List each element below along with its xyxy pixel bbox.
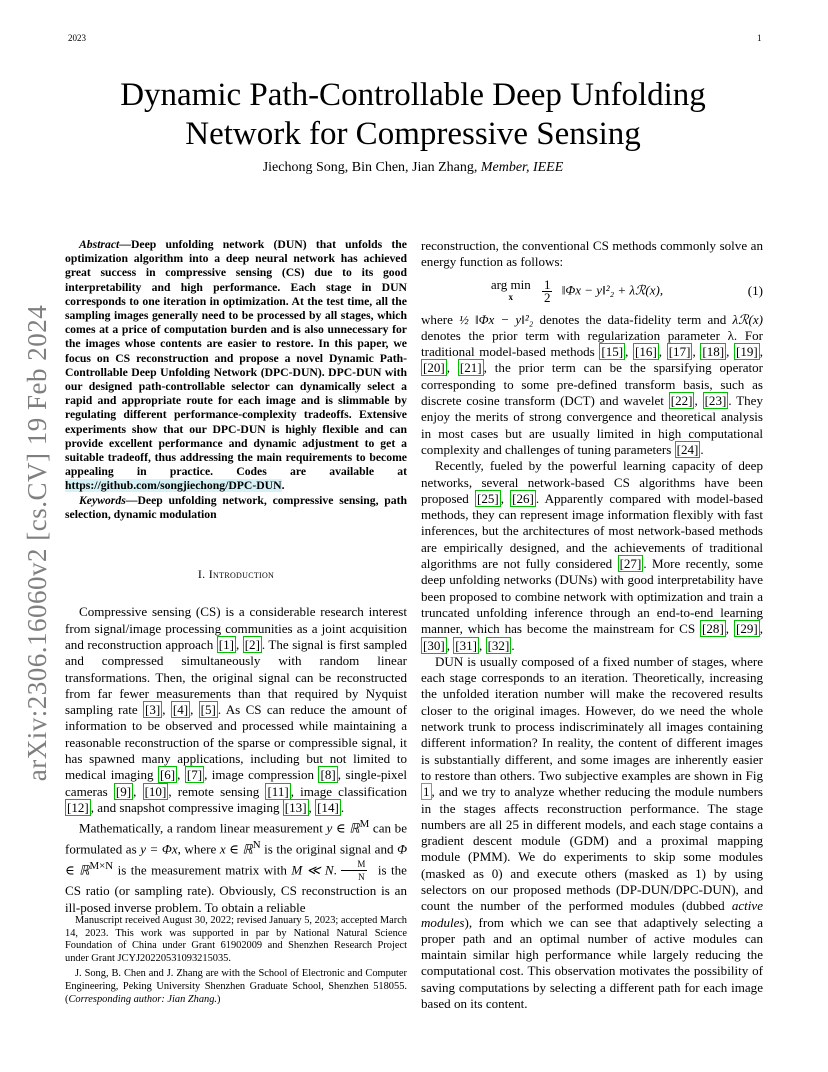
- text: . Apparently compared with model-based methods, they can represent image information flexibly with fast inferences, but the architectures of most network-based methods are empirically designed, and the achievements of traditional algorithms are not fully considered: [421, 490, 763, 572]
- keywords-text: —Deep unfolding network, compressive sensing, path selection, dynamic modulation: [65, 493, 407, 521]
- page-number: 1: [757, 33, 762, 43]
- citation[interactable]: [11]: [267, 783, 289, 799]
- citation[interactable]: [20]: [423, 360, 445, 376]
- citation[interactable]: [23]: [704, 393, 727, 409]
- text: DUN is usually composed of a fixed number of stages, where each stage corresponds to an iteration. Theoretically, increasing the unfolded iteration number will make the recovered results closer to the original images. However, do we need the whole network trunk to process indiscriminately all images containing different information? In reality, the content of different images is substantially different, and some images are inherently easier to restore than others. Two subjective examples are shown in Fig: [421, 653, 763, 783]
- text: is the CS ratio (or sampling rate). Obviously, CS reconstruction is an ill-posed inverse problem. To obtain a reliable: [65, 861, 407, 915]
- text: is the measurement matrix with: [113, 861, 292, 877]
- math: ½ ‖Φx − y‖²₂: [459, 311, 534, 327]
- math: y ∈ ℝ: [326, 820, 360, 836]
- text: . They enjoy the merits of strong convergence and theoretical analysis in most cases but are usually limited in high computational complexity and challenges of tuning parameters: [421, 393, 763, 457]
- section-heading: [65, 566, 407, 582]
- math: M×N: [89, 859, 114, 872]
- citation[interactable]: [9]: [115, 783, 132, 799]
- text: can be formulated as: [65, 820, 407, 857]
- equation-fraction: [542, 276, 553, 305]
- intro-paragraph-1: Compressive sensing (CS) is a considerable research interest from signal/image processing communities as a joint acquisition and reconstruction approach [1] , [2] . The signal is first sampled and compressed simultaneously with random linear transformations. Then, the original signal can be reconstructed from far fewer measurements than that required by Nyquist sampling rate [3] , [4] , [5] . As CS can reduce the amount of information to be observed and processed while maintaining a reasonable reconstruction of the sparse or compressible signal, it has spawned many applications, including but not limited to medical imaging [6] , [7] , image compression [8] , single-pixel cameras [9] , [10] , remote sensing [11] , image classification [12] , and snapshot compressive imaging [13] , [14] .: [65, 604, 408, 815]
- header-year: 2023: [68, 33, 86, 43]
- title-line-2: Network for Compressive Sensing: [185, 116, 641, 152]
- code-link[interactable]: https://github.com/songjiechong/DPC-DUN: [65, 479, 282, 493]
- citation[interactable]: [4]: [172, 702, 189, 718]
- text: , remote sensing: [168, 783, 266, 799]
- text: , image classification: [290, 783, 408, 799]
- citation[interactable]: [22]: [670, 393, 693, 409]
- figure-reference[interactable]: 1: [423, 784, 430, 800]
- text: 1: [543, 276, 551, 292]
- citation[interactable]: [26]: [512, 490, 534, 506]
- text: . More recently, some deep unfolding networks (DUNs) with good interpretability have been proposed to combine network with optimization and train a truncated unfolding inference through an end-to-end learning manner, which has become the mainstream for CS: [421, 556, 763, 637]
- citation[interactable]: [1]: [218, 636, 234, 652]
- text: , the prior term can be the sparsifying operator corresponding to some pre-defined transform basis, such as discrete cosine transform (DCT) and wavelet: [421, 360, 763, 409]
- citation[interactable]: [31]: [455, 637, 478, 653]
- citation[interactable]: [29]: [735, 621, 758, 637]
- math: M: [359, 818, 370, 831]
- citation[interactable]: [19]: [736, 344, 758, 360]
- text: is the original signal and: [260, 841, 398, 857]
- footnote-1: Manuscript received August 30, 2022; revised January 5, 2023; accepted March 14, 2023. This work was supported in par by National Natural Science Foundation of China under Grant 61902009 and Shenzhen Research Project under Grant JCYJ20220531093215035.: [65, 915, 407, 964]
- citation[interactable]: [13]: [284, 799, 307, 815]
- text: denotes the data-fidelity term and: [533, 311, 733, 327]
- footnote-2: [65, 968, 407, 1006]
- equation-number: (1): [747, 282, 763, 298]
- math: λℛ(x): [732, 311, 763, 327]
- right-paragraph-4: [421, 654, 763, 1013]
- text: arg min: [490, 277, 531, 293]
- math: N: [358, 872, 365, 883]
- text: ): [217, 993, 221, 1005]
- title-line-1: Dynamic Path-Controllable Deep Unfolding: [120, 77, 706, 113]
- math: x ∈ ℝ: [219, 841, 253, 857]
- text: , and we try to analyze whether reducing the module numbers in the stages affects reconstruction performance. The stage numbers are all 25 in different models, and each stage contains a gradient descent module (GDM) and a proximal mapping module (PMM). We do experiments to skip some modules (masked as 0) and execute others (masked as 1) by using selectors on our proposed methods (DP-DUN/DPC-DUN), and count the number of the performed modules (dubbed: [421, 784, 763, 914]
- right-paragraph-3: Recently, fueled by the powerful learning capacity of deep networks, several network-based CS algorithms have been proposed [25] , [26] . Apparently compared with model-based methods, they can represent image information flexibly with fast inferences, but the architectures of most network-based methods are empirically designed, and the achievements of traditional algorithms are not fully considered [27] . More recently, some deep unfolding networks (DUNs) with good interpretability have been proposed to combine network with optimization and train a truncated unfolding inference through an end-to-end learning manner, which has become the mainstream for CS [28] , [29] , [30] , [31] , [32] .: [421, 458, 763, 653]
- text: J. Song, B. Chen and J. Zhang are with the School of Electronic and Computer Engineering, Peking University Shenzhen Graduate School, Shenzhen 518055. (: [65, 968, 407, 1005]
- text: , image compression: [204, 767, 319, 783]
- section-name: Introduction: [208, 567, 275, 582]
- text: where: [421, 311, 460, 327]
- text: , and snapshot compressive imaging: [90, 799, 283, 815]
- math: N: [252, 838, 261, 851]
- citation[interactable]: [16]: [635, 344, 657, 360]
- keywords-label: Keywords: [79, 493, 126, 507]
- math-fraction: [341, 858, 367, 883]
- right-paragraph-2: where ½ ‖Φx − y‖²₂ denotes the data-fidelity term and λℛ(x) denotes the prior term with regularization parameter λ. For traditional model-based methods [15] , [16] , [17] , [18] , [19] , [20] , [21] , the prior term can be the sparsifying operator corresponding to some pre-defined transform basis, such as discrete cosine transform (DCT) and wavelet [22] , [23] . They enjoy the merits of strong convergence and theoretical analysis in most cases but are usually limited in high computational complexity and challenges of tuning parameters [24] .: [421, 311, 764, 457]
- citation[interactable]: [21]: [459, 360, 482, 376]
- text: 2: [543, 289, 551, 305]
- citation[interactable]: [24]: [676, 441, 699, 457]
- citation[interactable]: [3]: [145, 702, 161, 718]
- math: Φ ∈ ℝ: [65, 841, 407, 877]
- text: . As CS can reduce the amount of information to be observed and processed while maintaining a reasonable reconstruction of the sparse or compressible signal, it has spawned many applications, including but not limited to medical imaging: [65, 702, 407, 783]
- author-names: Jiechong Song, Bin Chen, Jian Zhang,: [262, 160, 478, 175]
- author-suffix: Member, IEEE: [480, 160, 564, 175]
- citation[interactable]: [5]: [200, 702, 216, 718]
- abstract: [65, 238, 407, 494]
- citation[interactable]: [14]: [317, 799, 339, 815]
- citation[interactable]: [8]: [320, 767, 336, 783]
- citation[interactable]: [27]: [619, 556, 642, 572]
- equation-expression: ‖Φx − y‖²₂ + λℛ(x),: [561, 282, 664, 298]
- abstract-label: Abstract: [79, 238, 120, 251]
- equation-body: [421, 276, 733, 305]
- text: , where: [177, 841, 220, 857]
- intro-paragraph-2: Mathematically, a random linear measurement y ∈ ℝ$^M$ can be formulated as y = Φx, where x ∈ ℝ$^N$ is the original signal and Φ ∈ ℝ$^{M\times N}$ is the measurement matrix with M ≪ N. $\frac{M}{N}$ is the CS ratio (or sampling rate). Obviously, CS reconstruction is an ill-posed inverse problem. To obtain a reliable: [65, 818, 407, 915]
- text: x: [508, 292, 514, 303]
- citation[interactable]: [32]: [487, 637, 510, 653]
- text: . The signal is first sampled and compressed simultaneously with random linear transformations. Then, the original signal can be reconstructed from far fewer measurements than that required by Nyquist sampling rate: [65, 636, 407, 718]
- text: Compressive sensing (CS) is a considerable research interest from signal/image processing communities as a joint acquisition and reconstruction approach: [65, 604, 407, 652]
- left-column: [65, 238, 407, 916]
- citation[interactable]: [7]: [186, 767, 203, 783]
- keywords: [65, 494, 407, 522]
- section-numeral: I.: [197, 567, 206, 582]
- text: Corresponding author: Jian Zhang.: [68, 993, 218, 1005]
- arxiv-stamp[interactable]: arXiv:2306.16060v2 [cs.CV] 19 Feb 2024: [22, 304, 52, 782]
- citation[interactable]: [12]: [67, 799, 89, 815]
- right-paragraph-1: reconstruction, the conventional CS methods commonly solve an energy function as follows:: [421, 238, 763, 270]
- math: y = Φx: [140, 841, 178, 857]
- text: denotes the prior term with regularization parameter λ. For traditional model-based methods: [421, 327, 763, 360]
- right-column: [421, 238, 763, 1012]
- citation[interactable]: [6]: [159, 767, 176, 783]
- math: M: [341, 858, 367, 871]
- text: ), from which we can see that adaptively selecting a proper path and an optimal number of active modules can maintain similar high performance while largely reducing the computational cost. This observation motivates the possibility of saving computations by selecting a different path for each image based on its content.: [421, 914, 763, 1012]
- citation[interactable]: [2]: [244, 636, 260, 652]
- argmin-operator: [491, 279, 531, 303]
- text: Mathematically, a random linear measurement: [79, 820, 327, 836]
- paper-title: [60, 76, 766, 154]
- citation[interactable]: [10]: [144, 783, 167, 799]
- author-list: [60, 160, 766, 176]
- citation[interactable]: [25]: [476, 490, 499, 506]
- footnotes: [65, 915, 407, 1009]
- text: Recently, fueled by the powerful learning capacity of deep networks, several network-based CS algorithms have been proposed: [421, 458, 763, 506]
- equation-1: [421, 276, 763, 305]
- citation[interactable]: [28]: [702, 621, 724, 637]
- citation[interactable]: [30]: [423, 637, 445, 653]
- math: M ≪ N: [291, 861, 334, 877]
- citation[interactable]: [15]: [601, 344, 624, 360]
- abstract-end: .: [281, 479, 285, 493]
- text: active modules: [421, 898, 763, 930]
- citation[interactable]: [17]: [668, 344, 691, 360]
- text: , single-pixel cameras: [65, 767, 407, 799]
- citation[interactable]: [18]: [702, 344, 725, 360]
- abstract-text: —Deep unfolding network (DUN) that unfolds the optimization algorithm into a deep neural network has achieved great success in compressive sensing (CS) due to its good interpretability and high performance. Each stage in DUN corresponds to one iteration in optimization. At the test time, all the sampling images generally need to be processed by all stages, which comes at a price of computation burden and is also unnecessary for the images whose contents are easier to restore. In this paper, we focus on CS reconstruction and propose a novel Dynamic Path-Controllable Deep Unfolding Network (DPC-DUN). DPC-DUN with our designed path-controllable selector can dynamically select a rapid and appropriate route for each image and is slimmable by regulating different performance-complexity tradeoffs. Extensive experiments show that our DPC-DUN is highly flexible and can provide excellent performance and dynamic adjustment to get a suitable tradeoff, thus addressing the main requirements to become appealing in practice. Codes are available at: [65, 238, 407, 479]
